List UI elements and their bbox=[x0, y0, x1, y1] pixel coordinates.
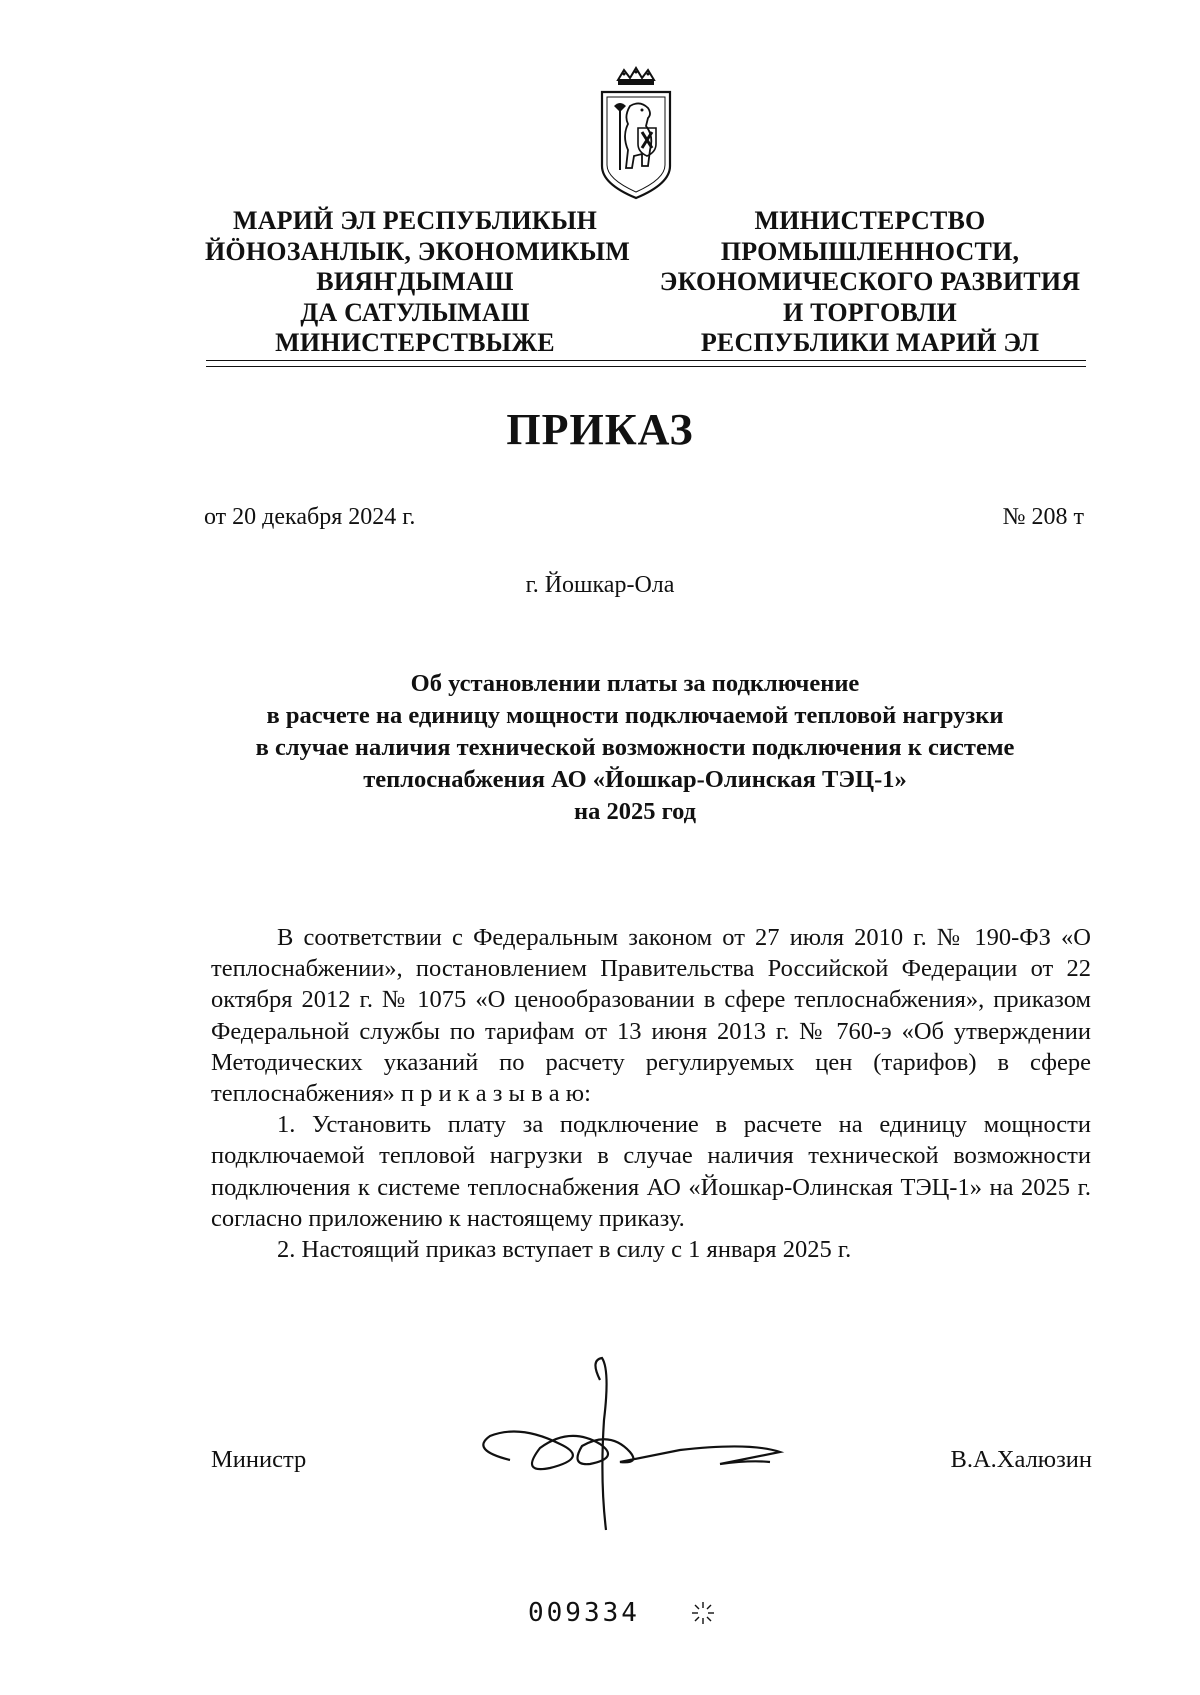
document-type-title: ПРИКАЗ bbox=[506, 405, 694, 454]
header-left-line: ЙÖНОЗАНЛЫК, ЭКОНОМИКЫМ bbox=[205, 236, 630, 266]
document-number: № 208 т bbox=[1002, 504, 1084, 530]
header-right-line: ЭКОНОМИЧЕСКОГО РАЗВИТИЯ bbox=[659, 267, 1081, 296]
subject-line: в расчете на единицу мощности подключаемой тепловой нагрузки bbox=[266, 702, 1004, 729]
coat-of-arms-icon bbox=[596, 66, 676, 202]
signatory-position: Министр bbox=[211, 1446, 307, 1473]
document-body bbox=[211, 922, 1091, 1265]
header-right-block bbox=[650, 206, 1090, 359]
header-right-line: МИНИСТЕРСТВО bbox=[754, 206, 986, 235]
header-right-line: ПРОМЫШЛЕННОСТИ, bbox=[720, 236, 1020, 266]
header-divider bbox=[206, 360, 1086, 361]
signatory-name: В.А.Халюзин bbox=[950, 1446, 1092, 1473]
subject-line: Об установлении платы за подключение bbox=[410, 670, 860, 697]
registration-number: 009334 bbox=[528, 1598, 640, 1628]
document-city: г. Йошкар-Ола bbox=[525, 572, 675, 598]
header-right-line: И ТОРГОВЛИ bbox=[783, 297, 957, 327]
header-left-line: МАРИЙ ЭЛ РЕСПУБЛИКЫН bbox=[232, 206, 598, 235]
header-left-line: ДА САТУЛЫМАШ bbox=[300, 297, 530, 327]
subject-line: в случае наличия технической возможности подключения к системе bbox=[255, 734, 1015, 761]
header-left-line: ВИЯҤДЫМАШ bbox=[316, 267, 514, 296]
handwritten-signature bbox=[450, 1340, 840, 1540]
subject-line: на 2025 год bbox=[573, 798, 697, 825]
body-paragraph: В соответствии с Федеральным законом от 27 июля 2010 г. № 190-ФЗ «О теплоснабжении», постановлением Правительства Российской Федерации от 22 октября 2012 г. № 1075 «О ценообразовании в сфере теплоснабжения», приказом Федеральной службы по тарифам от 13 июня 2013 г. № 760-э «Об утверждении Методических указаний по расчету регулируемых цен (тарифов) в сфере теплоснабжения» п р и к а з ы в а ю: bbox=[211, 924, 1091, 1108]
header-left-block bbox=[205, 206, 630, 359]
header-right-line: РЕСПУБЛИКИ МАРИЙ ЭЛ bbox=[700, 328, 1040, 357]
document-date: от 20 декабря 2024 г. bbox=[204, 504, 416, 530]
header-divider bbox=[206, 366, 1086, 367]
header-left-line: МИНИСТЕРСТВЫЖЕ bbox=[275, 328, 555, 357]
stamp-mark-icon bbox=[688, 1598, 718, 1628]
subject-line: теплоснабжения АО «Йошкар-Олинская ТЭЦ-1» bbox=[363, 766, 907, 793]
document-subject bbox=[180, 668, 1090, 828]
body-paragraph: 1. Установить плату за подключение в расчете на единицу мощности подключаемой тепловой нагрузки в случае наличия технической возможности подключения к системе теплоснабжения АО «Йошкар-Олинская ТЭЦ-1» на 2025 г. согласно приложению к настоящему приказу. bbox=[211, 1111, 1091, 1232]
body-paragraph: 2. Настоящий приказ вступает в силу с 1 января 2025 г. bbox=[277, 1236, 852, 1264]
